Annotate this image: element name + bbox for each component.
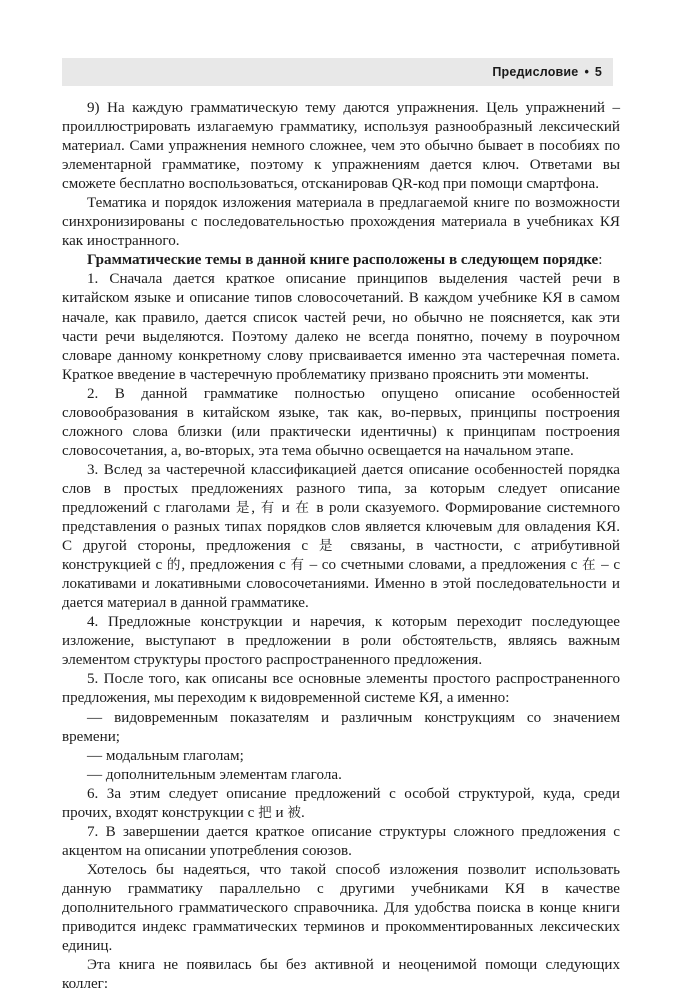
para-3-cjk-3: 有 [260, 499, 277, 516]
para-heading-list-bold-lead: Грамматические темы в данной книге расположены в следующем порядке [87, 252, 599, 269]
para-heading-list: Грамматические темы в данной книге расположены в следующем порядке: [87, 252, 603, 269]
para-tematika: Тематика и порядок изложения материала в предлагаемой книге по возможности синхронизированы с последовательностью прохождения материала в учебниках КЯ как иностранного. [62, 195, 620, 250]
para-3-cjk-5: 在 [295, 499, 311, 516]
para-9: 9) На каждую грамматическую тему даются упражнения. Цель упражнений – проиллюстрировать излагаемую грамматику, используя разнообразный лексический материал. Сами упражнения немного сложнее, чем это обычно бывает в пособиях по элементарной грамматике, поэтому к упражнениям дается ключ. Ответами вы сможете бесплатно воспользоваться, отсканировав QR-код при помощи смартфона. [62, 100, 620, 193]
para-3-cjk-13: 在 [581, 557, 597, 574]
body-text-column [62, 99, 620, 994]
para-3-cjk-1: 是 [235, 499, 252, 516]
para-3: 3. Вслед за частеречной классификацией дается описание особенностей порядка слов в простых предложениях разного типа, за которым следует описание предложений с глаголами 是, 有 и 在 в роли сказуемого. Формирование системного представления о разных типах порядков слов является ключевым для овладения КЯ. С другой стороны, предложения с 是 связаны, в частности, с атрибутивной конструкцией с 的, предложения с 有 – со счетными словами, а предложения с 在 – с локативами и локативными словосочетаниями. Именно в этой последовательности и дается материал в данной грамматике. [62, 461, 621, 612]
para-4: 4. Предложные конструкции и наречия, к которым переходит последующее изложение, выступают в предложении в роли обстоятельств, являясь важным элементом структуры простого распространенного предложения. [62, 614, 620, 669]
para-3-cjk-11: 有 [290, 557, 305, 574]
dash-item-1: — видовременным показателям и различным конструкциям со значением времени; [62, 709, 620, 745]
para-hope: Хотелось бы надеяться, что такой способ изложения позволит использовать данную грамматику параллельно с другими учебниками КЯ в качестве дополнительного грамматического справочника. Для удобства поиска в конце книги приводится индекс грамматических терминов и прокомментированных лексических единиц. [62, 861, 620, 955]
para-6-cjk-3: 被 [287, 804, 301, 821]
running-head [62, 58, 613, 86]
running-head-separator: • [584, 65, 589, 79]
para-7: 7. В завершении дается краткое описание структуры сложного предложения с акцентом на описании употребления союзов. [62, 823, 620, 859]
para-2: 2. В данной грамматике полностью опущено описание особенностей словообразования в китайском языке, так как, во-первых, принципы построения сложного слова близки (или практически идентичны) к принципам построения словосочетания, а, во-вторых, эта тема обычно освещается на начальном этапе. [62, 385, 620, 459]
para-3-cjk-7: 是 [318, 538, 340, 555]
para-5: 5. После того, как описаны все основные элементы простого распространенного предложения, мы переходим к видовременной системе КЯ, а именно: [62, 671, 620, 707]
para-1: 1. Сначала дается краткое описание принципов выделения частей речи в китайском языке и описание типов словосочетаний. В каждом учебнике КЯ в самом начале, как правило, дается список частей речи, но обычно не поясняется, как эти части речи выделяются. Поэтому далеко не всегда понятно, почему в поурочном словаре данному конкретному слову присваивается именно эта частеречная помета. Краткое введение в частеречную проблематику призвано прояснить эти моменты. [62, 271, 620, 383]
para-6: 6. За этим следует описание предложений с особой структурой, куда, среди прочих, входят конструкции с 把 и 被. [62, 785, 620, 821]
dash-item-3: — дополнительным элементам глагола. [87, 766, 342, 783]
page-number: 5 [594, 65, 602, 79]
dash-item-2: — модальным глаголам; [87, 747, 244, 764]
para-thanks: Эта книга не появилась бы без активной и неоценимой помощи следующих коллег: [62, 957, 620, 993]
para-3-cjk-9: 的 [166, 557, 182, 574]
running-head-title: Предисловие [492, 65, 579, 79]
para-6-cjk-1: 把 [258, 804, 272, 821]
